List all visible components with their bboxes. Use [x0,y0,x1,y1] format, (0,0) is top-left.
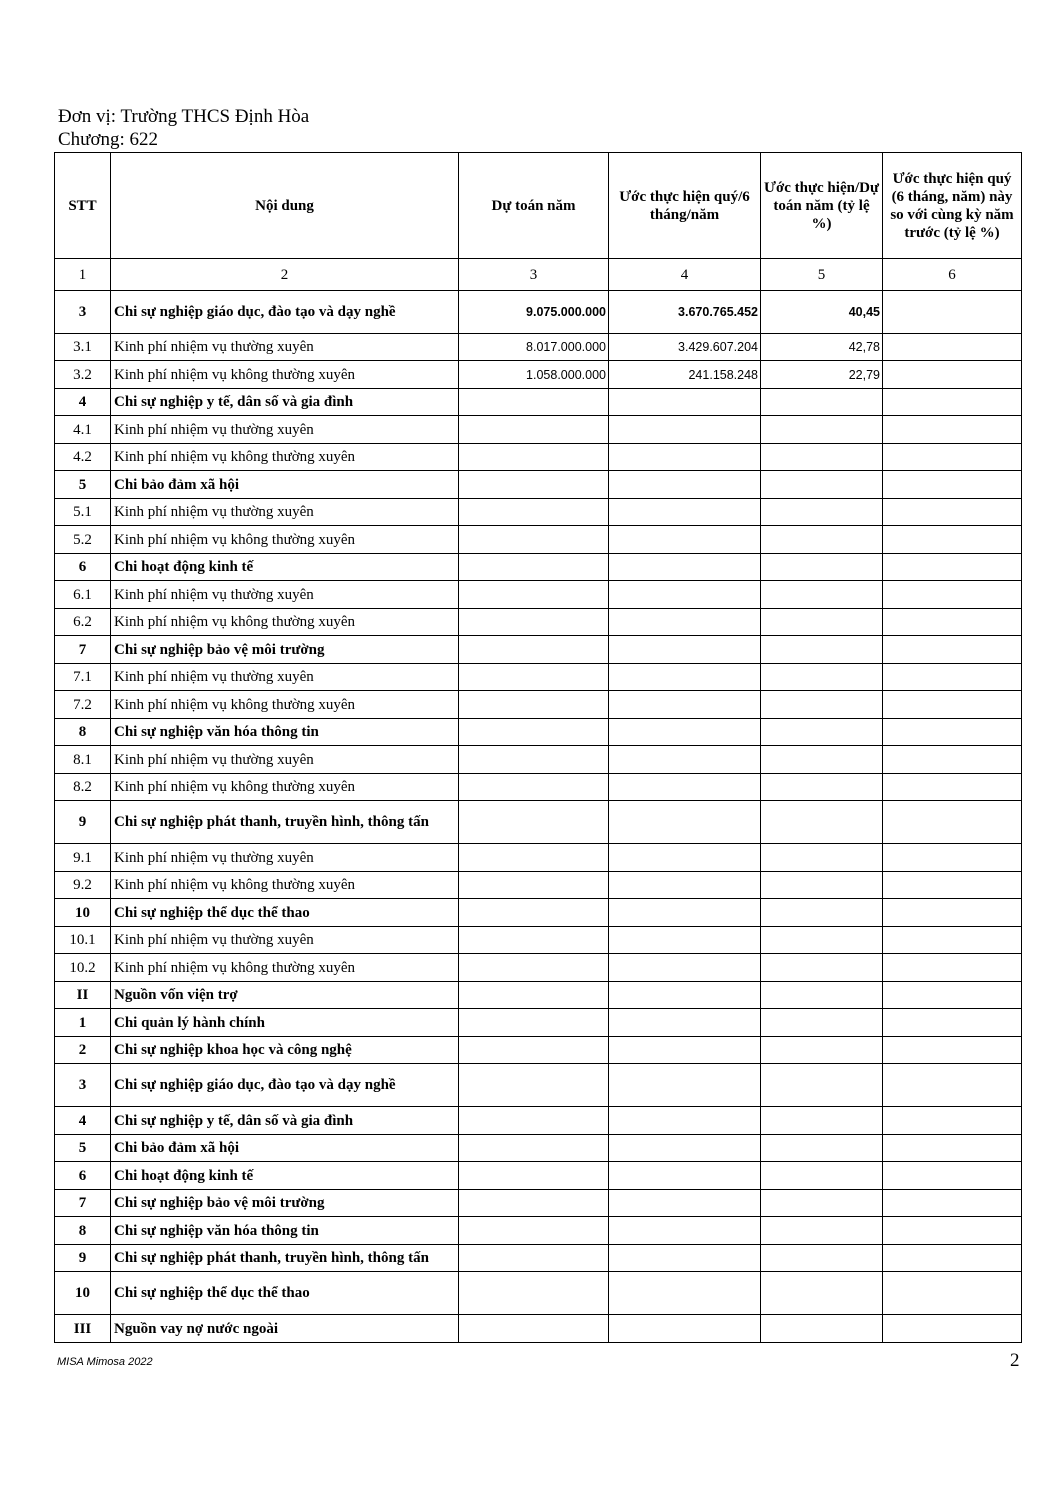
table-row [55,1135,1022,1162]
row-actual [609,982,761,1009]
row-stt: 9.1 [55,844,111,872]
chapter-label: Chương: 622 [58,129,159,150]
row-ratio [761,1107,883,1135]
table-row [55,636,1022,664]
row-content: Kinh phí nhiệm vụ không thường xuyên [111,444,459,471]
table-row [55,554,1022,581]
row-actual [609,719,761,746]
row-stt: 4.2 [55,444,111,471]
row-ratio [761,954,883,982]
table-row [55,982,1022,1009]
row-yoy [883,664,1022,691]
table-row [55,1272,1022,1315]
row-estimate: 1.058.000.000 [459,361,609,389]
row-content: Kinh phí nhiệm vụ không thường xuyên [111,361,459,389]
table-row [55,954,1022,982]
table-row [55,526,1022,554]
col-number: 5 [761,259,883,291]
row-content: Kinh phí nhiệm vụ thường xuyên [111,416,459,444]
col-number: 2 [111,259,459,291]
row-stt: 6.1 [55,581,111,609]
row-estimate [459,471,609,499]
row-estimate [459,927,609,954]
row-ratio [761,1315,883,1343]
row-ratio [761,872,883,899]
col-number: 6 [883,259,1022,291]
row-estimate [459,801,609,844]
row-estimate [459,609,609,636]
row-yoy [883,691,1022,719]
row-ratio [761,1190,883,1217]
row-estimate [459,774,609,801]
row-yoy [883,1107,1022,1135]
row-stt: 9.2 [55,872,111,899]
row-content: Kinh phí nhiệm vụ không thường xuyên [111,774,459,801]
row-estimate [459,872,609,899]
row-actual [609,444,761,471]
row-content: Nguồn vay nợ nước ngoài [111,1315,459,1343]
row-stt: III [55,1315,111,1343]
row-estimate [459,746,609,774]
table-row [55,1107,1022,1135]
row-stt: 4 [55,1107,111,1135]
row-content: Chi sự nghiệp thể dục thể thao [111,899,459,927]
table-row [55,1190,1022,1217]
table-row [55,1162,1022,1190]
footer-software: MISA Mimosa 2022 [57,1356,153,1368]
row-actual [609,801,761,844]
row-content: Kinh phí nhiệm vụ không thường xuyên [111,691,459,719]
row-ratio [761,774,883,801]
row-content: Chi sự nghiệp văn hóa thông tin [111,719,459,746]
row-ratio [761,1135,883,1162]
row-ratio [761,444,883,471]
row-stt: 6 [55,1162,111,1190]
row-content: Chi sự nghiệp giáo dục, đào tạo và dạy nghề [111,1064,459,1107]
row-estimate [459,844,609,872]
row-stt: 8 [55,1217,111,1245]
page-number: 2 [1010,1350,1020,1371]
row-ratio [761,899,883,927]
row-content: Chi sự nghiệp khoa học và công nghệ [111,1037,459,1064]
row-content: Kinh phí nhiệm vụ thường xuyên [111,581,459,609]
row-estimate [459,554,609,581]
row-estimate [459,416,609,444]
table-row [55,927,1022,954]
row-stt: 2 [55,1037,111,1064]
col-number: 3 [459,259,609,291]
table-row [55,499,1022,526]
row-actual [609,872,761,899]
row-ratio [761,719,883,746]
row-estimate [459,636,609,664]
row-yoy [883,1190,1022,1217]
row-yoy [883,291,1022,334]
row-ratio [761,691,883,719]
row-yoy [883,1135,1022,1162]
row-ratio [761,526,883,554]
row-content: Chi sự nghiệp y tế, dân số và gia đình [111,1107,459,1135]
row-yoy [883,526,1022,554]
row-yoy [883,444,1022,471]
row-stt: 10.1 [55,927,111,954]
row-actual [609,554,761,581]
row-ratio [761,927,883,954]
row-stt: 7.1 [55,664,111,691]
row-actual [609,389,761,416]
row-estimate [459,1037,609,1064]
row-actual [609,416,761,444]
row-actual [609,954,761,982]
row-ratio [761,1245,883,1272]
table-row [55,1037,1022,1064]
row-stt: 3 [55,291,111,334]
row-content: Chi hoạt động kinh tế [111,1162,459,1190]
row-estimate [459,1135,609,1162]
row-actual [609,1217,761,1245]
table-row [55,291,1022,334]
table-row [55,774,1022,801]
row-stt: 9 [55,1245,111,1272]
row-actual [609,471,761,499]
col-header-estimate: Dự toán năm [459,153,609,259]
table-row [55,444,1022,471]
row-actual [609,1037,761,1064]
row-actual [609,746,761,774]
row-actual [609,1064,761,1107]
table-row [55,801,1022,844]
col-header-yoy: Ước thực hiện quý (6 tháng, năm) này so với cùng kỳ năm trước (tỷ lệ %) [883,153,1022,259]
row-actual [609,691,761,719]
row-estimate [459,1315,609,1343]
row-actual [609,774,761,801]
row-content: Kinh phí nhiệm vụ không thường xuyên [111,872,459,899]
row-content: Kinh phí nhiệm vụ thường xuyên [111,844,459,872]
table-row [55,1315,1022,1343]
row-actual [609,1245,761,1272]
row-stt: 7 [55,1190,111,1217]
row-estimate: 8.017.000.000 [459,334,609,361]
row-actual [609,1315,761,1343]
row-yoy [883,899,1022,927]
row-estimate [459,1162,609,1190]
table-row [55,416,1022,444]
row-yoy [883,927,1022,954]
row-content: Kinh phí nhiệm vụ không thường xuyên [111,526,459,554]
row-ratio: 40,45 [761,291,883,334]
row-estimate [459,1245,609,1272]
row-ratio [761,471,883,499]
row-yoy [883,719,1022,746]
row-actual [609,927,761,954]
col-number: 1 [55,259,111,291]
row-stt: 3.1 [55,334,111,361]
row-stt: 5 [55,471,111,499]
row-stt: 4.1 [55,416,111,444]
row-ratio [761,636,883,664]
table-row [55,609,1022,636]
row-yoy [883,774,1022,801]
table-row [55,1064,1022,1107]
row-estimate [459,664,609,691]
row-content: Chi bảo đảm xã hội [111,471,459,499]
row-stt: 3.2 [55,361,111,389]
row-estimate [459,389,609,416]
row-actual [609,1162,761,1190]
row-estimate [459,444,609,471]
row-yoy [883,416,1022,444]
row-stt: 6.2 [55,609,111,636]
col-header-stt: STT [55,153,111,259]
row-actual [609,609,761,636]
row-content: Chi quản lý hành chính [111,1009,459,1037]
row-estimate [459,691,609,719]
row-stt: II [55,982,111,1009]
table-row [55,1009,1022,1037]
row-yoy [883,1217,1022,1245]
row-estimate [459,526,609,554]
row-estimate [459,1009,609,1037]
row-estimate [459,1190,609,1217]
budget-table [54,152,1022,1343]
row-yoy [883,1064,1022,1107]
table-row [55,361,1022,389]
table-row [55,664,1022,691]
row-actual: 241.158.248 [609,361,761,389]
row-ratio [761,982,883,1009]
row-yoy [883,1315,1022,1343]
row-stt: 5.1 [55,499,111,526]
row-stt: 7 [55,636,111,664]
col-number: 4 [609,259,761,291]
row-content: Chi sự nghiệp giáo dục, đào tạo và dạy nghề [111,291,459,334]
row-content: Chi hoạt động kinh tế [111,554,459,581]
row-actual [609,844,761,872]
row-content: Chi sự nghiệp văn hóa thông tin [111,1217,459,1245]
row-estimate [459,982,609,1009]
row-actual [609,1135,761,1162]
row-content: Kinh phí nhiệm vụ thường xuyên [111,334,459,361]
row-ratio [761,554,883,581]
col-header-content: Nội dung [111,153,459,259]
row-content: Kinh phí nhiệm vụ không thường xuyên [111,954,459,982]
row-actual [609,581,761,609]
row-actual [609,499,761,526]
row-content: Kinh phí nhiệm vụ thường xuyên [111,664,459,691]
row-yoy [883,872,1022,899]
row-actual: 3.670.765.452 [609,291,761,334]
row-content: Kinh phí nhiệm vụ thường xuyên [111,746,459,774]
row-actual [609,1190,761,1217]
table-row [55,691,1022,719]
row-yoy [883,334,1022,361]
row-yoy [883,471,1022,499]
row-stt: 10 [55,1272,111,1315]
row-yoy [883,1037,1022,1064]
row-content: Chi sự nghiệp phát thanh, truyền hình, thông tấn [111,1245,459,1272]
row-stt: 7.2 [55,691,111,719]
row-stt: 4 [55,389,111,416]
row-ratio [761,1272,883,1315]
row-estimate [459,1107,609,1135]
column-number-row [55,259,1022,291]
row-actual [609,1272,761,1315]
row-estimate [459,499,609,526]
row-stt: 5 [55,1135,111,1162]
row-stt: 3 [55,1064,111,1107]
table-row [55,1245,1022,1272]
row-yoy [883,554,1022,581]
row-estimate [459,1064,609,1107]
row-ratio [761,499,883,526]
row-ratio [761,1037,883,1064]
table-row [55,389,1022,416]
row-actual [609,526,761,554]
row-estimate: 9.075.000.000 [459,291,609,334]
row-ratio [761,746,883,774]
row-ratio: 42,78 [761,334,883,361]
row-content: Kinh phí nhiệm vụ không thường xuyên [111,609,459,636]
row-ratio [761,1009,883,1037]
row-ratio [761,801,883,844]
table-row [55,334,1022,361]
row-actual [609,636,761,664]
row-yoy [883,361,1022,389]
row-estimate [459,1217,609,1245]
table-row [55,899,1022,927]
col-header-actual: Ước thực hiện quý/6 tháng/năm [609,153,761,259]
row-ratio [761,581,883,609]
row-estimate [459,719,609,746]
table-row [55,844,1022,872]
row-yoy [883,844,1022,872]
row-stt: 8 [55,719,111,746]
row-ratio [761,416,883,444]
row-stt: 5.2 [55,526,111,554]
row-stt: 10.2 [55,954,111,982]
row-ratio [761,609,883,636]
row-content: Kinh phí nhiệm vụ thường xuyên [111,499,459,526]
row-content: Nguồn vốn viện trợ [111,982,459,1009]
row-content: Chi bảo đảm xã hội [111,1135,459,1162]
row-yoy [883,636,1022,664]
row-yoy [883,1245,1022,1272]
row-yoy [883,801,1022,844]
row-content: Chi sự nghiệp y tế, dân số và gia đình [111,389,459,416]
row-stt: 6 [55,554,111,581]
row-actual [609,899,761,927]
col-header-ratio: Ước thực hiện/Dự toán năm (tỷ lệ %) [761,153,883,259]
row-actual [609,1107,761,1135]
table-row [55,471,1022,499]
row-ratio [761,1162,883,1190]
row-yoy [883,1272,1022,1315]
row-actual: 3.429.607.204 [609,334,761,361]
table-body [55,291,1022,1343]
row-yoy [883,389,1022,416]
row-yoy [883,746,1022,774]
row-content: Kinh phí nhiệm vụ thường xuyên [111,927,459,954]
row-yoy [883,982,1022,1009]
row-stt: 10 [55,899,111,927]
row-content: Chi sự nghiệp bảo vệ môi trường [111,1190,459,1217]
row-actual [609,664,761,691]
row-stt: 8.1 [55,746,111,774]
row-yoy [883,581,1022,609]
row-yoy [883,954,1022,982]
row-ratio [761,1217,883,1245]
row-stt: 1 [55,1009,111,1037]
row-yoy [883,609,1022,636]
row-ratio [761,844,883,872]
unit-label: Đơn vị: Trường THCS Định Hòa [58,106,310,127]
row-yoy [883,1009,1022,1037]
row-ratio [761,389,883,416]
table-row [55,872,1022,899]
row-yoy [883,499,1022,526]
row-stt: 9 [55,801,111,844]
table-row [55,1217,1022,1245]
row-estimate [459,581,609,609]
header-row [55,153,1022,259]
row-ratio [761,664,883,691]
row-stt: 8.2 [55,774,111,801]
row-estimate [459,954,609,982]
row-estimate [459,1272,609,1315]
table-row [55,719,1022,746]
row-estimate [459,899,609,927]
row-content: Chi sự nghiệp phát thanh, truyền hình, thông tấn [111,801,459,844]
row-ratio: 22,79 [761,361,883,389]
table-row [55,581,1022,609]
row-yoy [883,1162,1022,1190]
row-ratio [761,1064,883,1107]
row-actual [609,1009,761,1037]
row-content: Chi sự nghiệp thể dục thể thao [111,1272,459,1315]
table-row [55,746,1022,774]
row-content: Chi sự nghiệp bảo vệ môi trường [111,636,459,664]
